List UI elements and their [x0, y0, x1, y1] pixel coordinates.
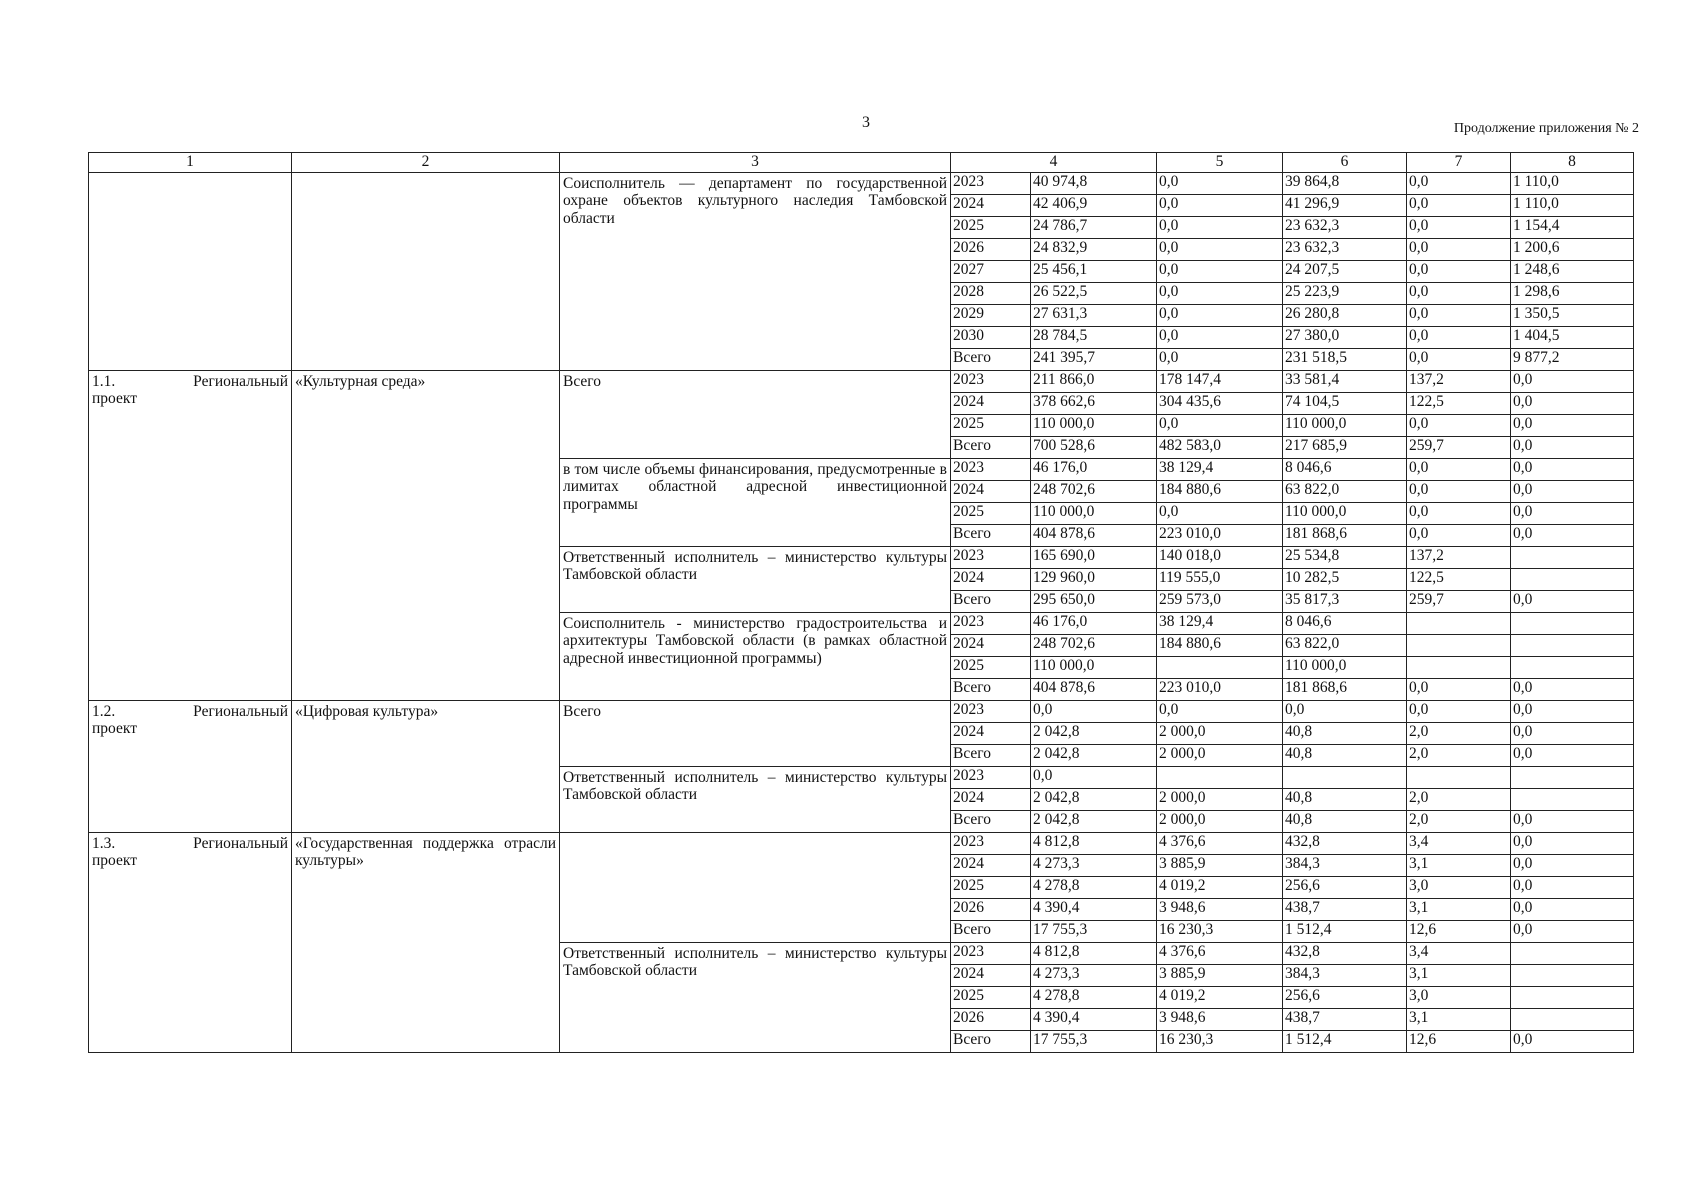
- local-amount-cell: 259,7: [1407, 437, 1511, 459]
- other-amount-cell: [1511, 987, 1634, 1009]
- total-amount-cell: 4 812,8: [1031, 833, 1157, 855]
- year-cell: 2024: [951, 481, 1031, 503]
- local-amount-cell: 259,7: [1407, 591, 1511, 613]
- regional-amount-cell: 1 512,4: [1283, 921, 1407, 943]
- federal-amount-cell: 0,0: [1157, 261, 1283, 283]
- total-amount-cell: 27 631,3: [1031, 305, 1157, 327]
- column-header: 3: [560, 153, 951, 173]
- section-number: 1.3.: [92, 835, 116, 852]
- year-cell: 2023: [951, 943, 1031, 965]
- other-amount-cell: [1511, 789, 1634, 811]
- project-name-cell: «Культурная среда»: [292, 371, 560, 701]
- local-amount-cell: 0,0: [1407, 525, 1511, 547]
- other-amount-cell: [1511, 569, 1634, 591]
- total-amount-cell: 0,0: [1031, 701, 1157, 723]
- section-kind: Региональный: [193, 373, 288, 390]
- federal-amount-cell: 482 583,0: [1157, 437, 1283, 459]
- regional-amount-cell: 25 534,8: [1283, 547, 1407, 569]
- regional-amount-cell: 35 817,3: [1283, 591, 1407, 613]
- federal-amount-cell: 184 880,6: [1157, 481, 1283, 503]
- project-name-cell: «Государственная поддержка отрасли культуры»: [292, 833, 560, 1053]
- other-amount-cell: 0,0: [1511, 679, 1634, 701]
- federal-amount-cell: 2 000,0: [1157, 811, 1283, 833]
- local-amount-cell: 2,0: [1407, 811, 1511, 833]
- other-amount-cell: [1511, 1009, 1634, 1031]
- year-cell: 2027: [951, 261, 1031, 283]
- federal-amount-cell: 4 019,2: [1157, 877, 1283, 899]
- other-amount-cell: 0,0: [1511, 899, 1634, 921]
- total-amount-cell: 165 690,0: [1031, 547, 1157, 569]
- other-amount-cell: 0,0: [1511, 459, 1634, 481]
- executor-cell: в том числе объемы финансирования, предусмотренные в лимитах областной адресной инвестиционной программы: [560, 459, 951, 547]
- local-amount-cell: 0,0: [1407, 305, 1511, 327]
- executor-cell: Ответственный исполнитель – министерство культуры Тамбовской области: [560, 547, 951, 613]
- federal-amount-cell: 0,0: [1157, 283, 1283, 305]
- local-amount-cell: 0,0: [1407, 327, 1511, 349]
- other-amount-cell: [1511, 547, 1634, 569]
- local-amount-cell: [1407, 767, 1511, 789]
- regional-amount-cell: 384,3: [1283, 855, 1407, 877]
- other-amount-cell: 1 404,5: [1511, 327, 1634, 349]
- total-amount-cell: 4 273,3: [1031, 965, 1157, 987]
- local-amount-cell: 122,5: [1407, 569, 1511, 591]
- regional-amount-cell: 432,8: [1283, 833, 1407, 855]
- other-amount-cell: 1 350,5: [1511, 305, 1634, 327]
- total-amount-cell: 2 042,8: [1031, 811, 1157, 833]
- other-amount-cell: [1511, 657, 1634, 679]
- regional-amount-cell: 40,8: [1283, 811, 1407, 833]
- other-amount-cell: [1511, 965, 1634, 987]
- federal-amount-cell: 0,0: [1157, 349, 1283, 371]
- federal-amount-cell: 4 376,6: [1157, 833, 1283, 855]
- year-cell: 2024: [951, 195, 1031, 217]
- year-cell: Всего: [951, 921, 1031, 943]
- other-amount-cell: 0,0: [1511, 393, 1634, 415]
- regional-amount-cell: 231 518,5: [1283, 349, 1407, 371]
- total-amount-cell: 24 832,9: [1031, 239, 1157, 261]
- federal-amount-cell: 0,0: [1157, 173, 1283, 195]
- regional-amount-cell: 217 685,9: [1283, 437, 1407, 459]
- total-amount-cell: 42 406,9: [1031, 195, 1157, 217]
- regional-amount-cell: 63 822,0: [1283, 481, 1407, 503]
- regional-amount-cell: 33 581,4: [1283, 371, 1407, 393]
- year-cell: Всего: [951, 679, 1031, 701]
- other-amount-cell: [1511, 635, 1634, 657]
- federal-amount-cell: 223 010,0: [1157, 525, 1283, 547]
- column-header: 6: [1283, 153, 1407, 173]
- other-amount-cell: 0,0: [1511, 481, 1634, 503]
- federal-amount-cell: 0,0: [1157, 415, 1283, 437]
- federal-amount-cell: 0,0: [1157, 305, 1283, 327]
- total-amount-cell: 40 974,8: [1031, 173, 1157, 195]
- total-amount-cell: 4 390,4: [1031, 1009, 1157, 1031]
- federal-amount-cell: 16 230,3: [1157, 921, 1283, 943]
- total-amount-cell: 4 390,4: [1031, 899, 1157, 921]
- total-amount-cell: 24 786,7: [1031, 217, 1157, 239]
- year-cell: 2026: [951, 239, 1031, 261]
- total-amount-cell: 17 755,3: [1031, 921, 1157, 943]
- regional-amount-cell: 0,0: [1283, 701, 1407, 723]
- year-cell: 2023: [951, 701, 1031, 723]
- local-amount-cell: 0,0: [1407, 239, 1511, 261]
- other-amount-cell: 0,0: [1511, 525, 1634, 547]
- local-amount-cell: 0,0: [1407, 283, 1511, 305]
- other-amount-cell: 0,0: [1511, 723, 1634, 745]
- other-amount-cell: 0,0: [1511, 811, 1634, 833]
- federal-amount-cell: [1157, 767, 1283, 789]
- column-header: 5: [1157, 153, 1283, 173]
- federal-amount-cell: 0,0: [1157, 239, 1283, 261]
- other-amount-cell: 9 877,2: [1511, 349, 1634, 371]
- year-cell: Всего: [951, 349, 1031, 371]
- total-amount-cell: 46 176,0: [1031, 459, 1157, 481]
- total-amount-cell: 0,0: [1031, 767, 1157, 789]
- regional-amount-cell: 25 223,9: [1283, 283, 1407, 305]
- total-amount-cell: 110 000,0: [1031, 657, 1157, 679]
- local-amount-cell: 3,1: [1407, 965, 1511, 987]
- total-amount-cell: 4 812,8: [1031, 943, 1157, 965]
- total-amount-cell: 248 702,6: [1031, 481, 1157, 503]
- local-amount-cell: 137,2: [1407, 371, 1511, 393]
- regional-amount-cell: 384,3: [1283, 965, 1407, 987]
- local-amount-cell: 122,5: [1407, 393, 1511, 415]
- federal-amount-cell: 3 885,9: [1157, 965, 1283, 987]
- project-name-cell: [292, 173, 560, 371]
- executor-cell: Соисполнитель — департамент по государственной охране объектов культурного наследия Тамбовской области: [560, 173, 951, 371]
- appendix-note: Продолжение приложения № 2: [1453, 121, 1639, 136]
- table-row: [89, 371, 1634, 393]
- year-cell: 2023: [951, 371, 1031, 393]
- local-amount-cell: 2,0: [1407, 789, 1511, 811]
- regional-amount-cell: 41 296,9: [1283, 195, 1407, 217]
- federal-amount-cell: 140 018,0: [1157, 547, 1283, 569]
- section-kind-continued: проект: [92, 852, 137, 870]
- local-amount-cell: [1407, 657, 1511, 679]
- financing-table: [88, 152, 1634, 1053]
- project-name-cell: «Цифровая культура»: [292, 701, 560, 833]
- year-cell: 2024: [951, 789, 1031, 811]
- table-body: [89, 173, 1634, 1053]
- regional-amount-cell: 8 046,6: [1283, 459, 1407, 481]
- local-amount-cell: 0,0: [1407, 679, 1511, 701]
- section-kind-continued: проект: [92, 720, 137, 738]
- column-header: 7: [1407, 153, 1511, 173]
- table-row: [89, 833, 1634, 855]
- year-cell: 2023: [951, 547, 1031, 569]
- total-amount-cell: 241 395,7: [1031, 349, 1157, 371]
- year-cell: 2023: [951, 173, 1031, 195]
- regional-amount-cell: 438,7: [1283, 899, 1407, 921]
- column-number-row: [89, 153, 1634, 173]
- year-cell: 2026: [951, 1009, 1031, 1031]
- federal-amount-cell: 259 573,0: [1157, 591, 1283, 613]
- total-amount-cell: 2 042,8: [1031, 789, 1157, 811]
- federal-amount-cell: 4 376,6: [1157, 943, 1283, 965]
- federal-amount-cell: 3 948,6: [1157, 899, 1283, 921]
- total-amount-cell: 211 866,0: [1031, 371, 1157, 393]
- year-cell: Всего: [951, 745, 1031, 767]
- year-cell: 2028: [951, 283, 1031, 305]
- other-amount-cell: 0,0: [1511, 371, 1634, 393]
- section-label: [92, 835, 288, 852]
- year-cell: 2025: [951, 217, 1031, 239]
- year-cell: 2025: [951, 657, 1031, 679]
- local-amount-cell: 3,1: [1407, 1009, 1511, 1031]
- executor-cell: Ответственный исполнитель – министерство культуры Тамбовской области: [560, 767, 951, 833]
- regional-amount-cell: 181 868,6: [1283, 679, 1407, 701]
- local-amount-cell: 0,0: [1407, 173, 1511, 195]
- local-amount-cell: 3,0: [1407, 987, 1511, 1009]
- other-amount-cell: 0,0: [1511, 877, 1634, 899]
- federal-amount-cell: 223 010,0: [1157, 679, 1283, 701]
- federal-amount-cell: 4 019,2: [1157, 987, 1283, 1009]
- other-amount-cell: 0,0: [1511, 415, 1634, 437]
- regional-amount-cell: 256,6: [1283, 987, 1407, 1009]
- federal-amount-cell: 0,0: [1157, 327, 1283, 349]
- local-amount-cell: 0,0: [1407, 349, 1511, 371]
- federal-amount-cell: 0,0: [1157, 701, 1283, 723]
- year-cell: 2023: [951, 613, 1031, 635]
- other-amount-cell: [1511, 943, 1634, 965]
- year-cell: 2024: [951, 569, 1031, 591]
- total-amount-cell: 404 878,6: [1031, 679, 1157, 701]
- regional-amount-cell: 26 280,8: [1283, 305, 1407, 327]
- regional-amount-cell: 23 632,3: [1283, 239, 1407, 261]
- federal-amount-cell: 38 129,4: [1157, 459, 1283, 481]
- regional-amount-cell: 1 512,4: [1283, 1031, 1407, 1053]
- year-cell: 2023: [951, 833, 1031, 855]
- other-amount-cell: 0,0: [1511, 437, 1634, 459]
- section-number: 1.1.: [92, 373, 116, 390]
- other-amount-cell: [1511, 613, 1634, 635]
- federal-amount-cell: 2 000,0: [1157, 789, 1283, 811]
- federal-amount-cell: 184 880,6: [1157, 635, 1283, 657]
- executor-cell: [560, 833, 951, 943]
- section-number-cell: [89, 701, 292, 833]
- year-cell: Всего: [951, 437, 1031, 459]
- page-number: 3: [862, 114, 870, 131]
- year-cell: Всего: [951, 591, 1031, 613]
- local-amount-cell: 137,2: [1407, 547, 1511, 569]
- federal-amount-cell: 2 000,0: [1157, 745, 1283, 767]
- regional-amount-cell: 8 046,6: [1283, 613, 1407, 635]
- column-header: 1: [89, 153, 292, 173]
- total-amount-cell: 295 650,0: [1031, 591, 1157, 613]
- section-label: [92, 373, 288, 390]
- total-amount-cell: 46 176,0: [1031, 613, 1157, 635]
- regional-amount-cell: 40,8: [1283, 789, 1407, 811]
- federal-amount-cell: 304 435,6: [1157, 393, 1283, 415]
- total-amount-cell: 17 755,3: [1031, 1031, 1157, 1053]
- total-amount-cell: 700 528,6: [1031, 437, 1157, 459]
- section-kind-continued: проект: [92, 390, 137, 408]
- regional-amount-cell: 256,6: [1283, 877, 1407, 899]
- regional-amount-cell: 110 000,0: [1283, 415, 1407, 437]
- year-cell: 2025: [951, 877, 1031, 899]
- column-header: 2: [292, 153, 560, 173]
- year-cell: 2024: [951, 393, 1031, 415]
- other-amount-cell: 1 200,6: [1511, 239, 1634, 261]
- federal-amount-cell: 178 147,4: [1157, 371, 1283, 393]
- regional-amount-cell: 39 864,8: [1283, 173, 1407, 195]
- section-kind: Региональный: [193, 835, 288, 852]
- year-cell: 2024: [951, 635, 1031, 657]
- total-amount-cell: 2 042,8: [1031, 723, 1157, 745]
- section-number-cell: [89, 833, 292, 1053]
- local-amount-cell: 0,0: [1407, 217, 1511, 239]
- other-amount-cell: 0,0: [1511, 1031, 1634, 1053]
- federal-amount-cell: 3 948,6: [1157, 1009, 1283, 1031]
- executor-cell: Соисполнитель - министерство градостроительства и архитектуры Тамбовской области (в рамках областной адресной инвестиционной программы): [560, 613, 951, 701]
- section-label: [92, 703, 288, 720]
- federal-amount-cell: 119 555,0: [1157, 569, 1283, 591]
- other-amount-cell: [1511, 767, 1634, 789]
- year-cell: 2023: [951, 459, 1031, 481]
- section-kind: Региональный: [193, 703, 288, 720]
- regional-amount-cell: 27 380,0: [1283, 327, 1407, 349]
- other-amount-cell: 0,0: [1511, 745, 1634, 767]
- regional-amount-cell: 110 000,0: [1283, 503, 1407, 525]
- regional-amount-cell: 74 104,5: [1283, 393, 1407, 415]
- total-amount-cell: 110 000,0: [1031, 415, 1157, 437]
- column-header: 4: [951, 153, 1157, 173]
- federal-amount-cell: 2 000,0: [1157, 723, 1283, 745]
- regional-amount-cell: 23 632,3: [1283, 217, 1407, 239]
- section-number: 1.2.: [92, 703, 116, 720]
- total-amount-cell: 129 960,0: [1031, 569, 1157, 591]
- year-cell: 2026: [951, 899, 1031, 921]
- local-amount-cell: 0,0: [1407, 459, 1511, 481]
- regional-amount-cell: 110 000,0: [1283, 657, 1407, 679]
- total-amount-cell: 2 042,8: [1031, 745, 1157, 767]
- regional-amount-cell: 40,8: [1283, 745, 1407, 767]
- local-amount-cell: 0,0: [1407, 195, 1511, 217]
- federal-amount-cell: 0,0: [1157, 503, 1283, 525]
- other-amount-cell: 0,0: [1511, 921, 1634, 943]
- table-row: [89, 173, 1634, 195]
- total-amount-cell: 248 702,6: [1031, 635, 1157, 657]
- year-cell: 2023: [951, 767, 1031, 789]
- regional-amount-cell: [1283, 767, 1407, 789]
- local-amount-cell: 3,0: [1407, 877, 1511, 899]
- federal-amount-cell: [1157, 657, 1283, 679]
- local-amount-cell: 0,0: [1407, 415, 1511, 437]
- local-amount-cell: 3,4: [1407, 833, 1511, 855]
- other-amount-cell: 0,0: [1511, 591, 1634, 613]
- local-amount-cell: 0,0: [1407, 481, 1511, 503]
- total-amount-cell: 110 000,0: [1031, 503, 1157, 525]
- total-amount-cell: 26 522,5: [1031, 283, 1157, 305]
- column-header: 8: [1511, 153, 1634, 173]
- year-cell: 2030: [951, 327, 1031, 349]
- other-amount-cell: 1 110,0: [1511, 173, 1634, 195]
- year-cell: 2025: [951, 987, 1031, 1009]
- federal-amount-cell: 0,0: [1157, 217, 1283, 239]
- year-cell: Всего: [951, 1031, 1031, 1053]
- local-amount-cell: 0,0: [1407, 503, 1511, 525]
- local-amount-cell: 2,0: [1407, 745, 1511, 767]
- regional-amount-cell: 181 868,6: [1283, 525, 1407, 547]
- year-cell: Всего: [951, 811, 1031, 833]
- local-amount-cell: 3,1: [1407, 899, 1511, 921]
- section-number-cell: [89, 173, 292, 371]
- local-amount-cell: [1407, 613, 1511, 635]
- other-amount-cell: 0,0: [1511, 855, 1634, 877]
- total-amount-cell: 4 278,8: [1031, 987, 1157, 1009]
- local-amount-cell: 0,0: [1407, 261, 1511, 283]
- local-amount-cell: 0,0: [1407, 701, 1511, 723]
- year-cell: 2024: [951, 855, 1031, 877]
- year-cell: 2025: [951, 503, 1031, 525]
- regional-amount-cell: 10 282,5: [1283, 569, 1407, 591]
- other-amount-cell: 0,0: [1511, 833, 1634, 855]
- total-amount-cell: 4 278,8: [1031, 877, 1157, 899]
- local-amount-cell: 12,6: [1407, 1031, 1511, 1053]
- local-amount-cell: 12,6: [1407, 921, 1511, 943]
- other-amount-cell: 1 248,6: [1511, 261, 1634, 283]
- executor-cell: Всего: [560, 701, 951, 767]
- year-cell: 2029: [951, 305, 1031, 327]
- total-amount-cell: 25 456,1: [1031, 261, 1157, 283]
- other-amount-cell: 1 154,4: [1511, 217, 1634, 239]
- executor-cell: Ответственный исполнитель – министерство культуры Тамбовской области: [560, 943, 951, 1053]
- year-cell: 2025: [951, 415, 1031, 437]
- local-amount-cell: [1407, 635, 1511, 657]
- federal-amount-cell: 16 230,3: [1157, 1031, 1283, 1053]
- executor-cell: Всего: [560, 371, 951, 459]
- federal-amount-cell: 0,0: [1157, 195, 1283, 217]
- regional-amount-cell: 40,8: [1283, 723, 1407, 745]
- regional-amount-cell: 432,8: [1283, 943, 1407, 965]
- year-cell: Всего: [951, 525, 1031, 547]
- total-amount-cell: 4 273,3: [1031, 855, 1157, 877]
- other-amount-cell: 1 110,0: [1511, 195, 1634, 217]
- regional-amount-cell: 63 822,0: [1283, 635, 1407, 657]
- regional-amount-cell: 24 207,5: [1283, 261, 1407, 283]
- total-amount-cell: 404 878,6: [1031, 525, 1157, 547]
- other-amount-cell: 0,0: [1511, 701, 1634, 723]
- total-amount-cell: 378 662,6: [1031, 393, 1157, 415]
- year-cell: 2024: [951, 723, 1031, 745]
- local-amount-cell: 3,4: [1407, 943, 1511, 965]
- federal-amount-cell: 38 129,4: [1157, 613, 1283, 635]
- federal-amount-cell: 3 885,9: [1157, 855, 1283, 877]
- section-number-cell: [89, 371, 292, 701]
- local-amount-cell: 2,0: [1407, 723, 1511, 745]
- regional-amount-cell: 438,7: [1283, 1009, 1407, 1031]
- table-row: [89, 701, 1634, 723]
- other-amount-cell: 0,0: [1511, 503, 1634, 525]
- local-amount-cell: 3,1: [1407, 855, 1511, 877]
- total-amount-cell: 28 784,5: [1031, 327, 1157, 349]
- year-cell: 2024: [951, 965, 1031, 987]
- other-amount-cell: 1 298,6: [1511, 283, 1634, 305]
